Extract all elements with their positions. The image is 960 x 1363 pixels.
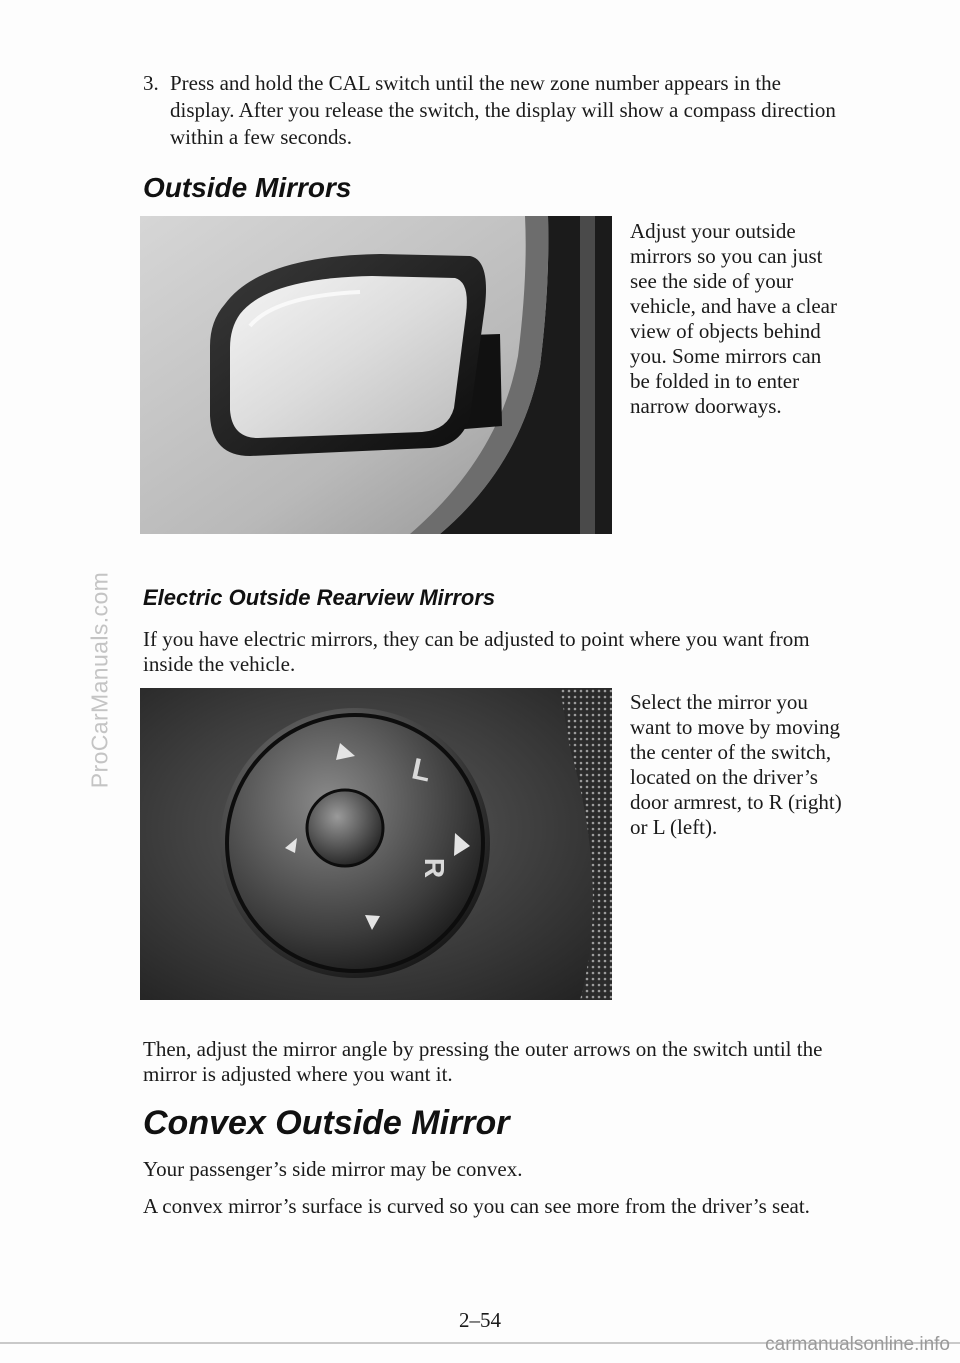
- step-number: 3.: [143, 71, 159, 95]
- page-number: 2–54: [459, 1308, 501, 1332]
- outside-mirror-photo: [140, 216, 612, 534]
- outside-mirrors-text: Adjust your outside mirrors so you can just see the side of your vehicle, and have a clear view of objects behind you. Some mirrors can be folded in to enter narrow doorways.: [630, 219, 837, 418]
- outside-mirrors-heading: Outside Mirrors: [143, 172, 352, 203]
- electric-mirrors-intro: If you have electric mirrors, they can be adjusted to point where you want from inside the vehicle.: [143, 627, 810, 676]
- convex-text-1: Your passenger’s side mirror may be convex.: [143, 1157, 523, 1181]
- select-mirror-text: Select the mirror you want to move by moving the center of the switch, located on the driver’s door armrest, to R (right) or L (left).: [630, 690, 842, 839]
- switch-label-left: L: [408, 752, 434, 789]
- step-text: Press and hold the CAL switch until the new zone number appears in the display. After you release the switch, the display will show a compass direction within a few seconds.: [170, 71, 836, 149]
- mirror-switch-illustration: [140, 688, 612, 1000]
- outside-mirror-illustration: [140, 216, 612, 534]
- convex-mirror-heading: Convex Outside Mirror: [143, 1104, 510, 1142]
- adjust-angle-text: Then, adjust the mirror angle by pressing the outer arrows on the switch until the mirror is adjusted where you want it.: [143, 1037, 823, 1086]
- convex-text-2: A convex mirror’s surface is curved so you can see more from the driver’s seat.: [143, 1194, 810, 1218]
- mirror-switch-photo: [140, 688, 612, 1000]
- side-watermark: ProCarManuals.com: [86, 571, 113, 789]
- footer-watermark: carmanualsonline.info: [765, 1334, 950, 1355]
- electric-mirrors-heading: Electric Outside Rearview Mirrors: [143, 585, 496, 610]
- switch-label-right: R: [419, 857, 451, 879]
